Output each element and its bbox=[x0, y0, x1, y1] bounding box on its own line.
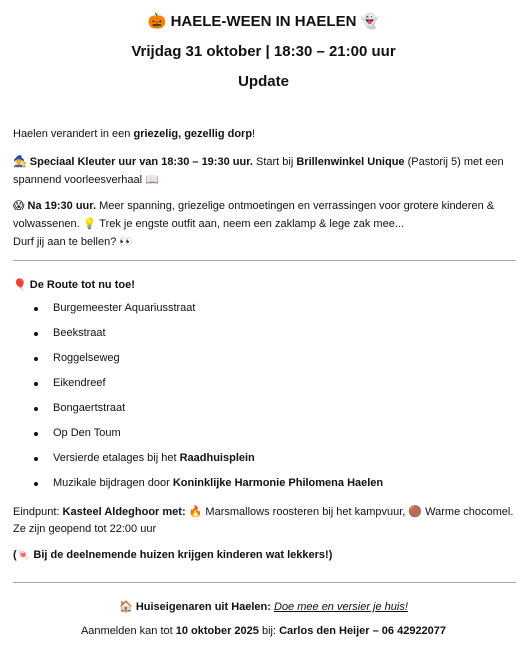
registration-deadline: 10 oktober 2025 bbox=[175, 625, 259, 637]
bullet-icon bbox=[34, 482, 38, 486]
registration-contact: Carlos den Heijer – 06 42922077 bbox=[279, 625, 447, 637]
route-item: Roggelseweg bbox=[13, 350, 518, 375]
route-list bbox=[13, 300, 518, 500]
intro-text: Haelen verandert in een bbox=[13, 128, 134, 140]
divider-bottom bbox=[13, 582, 516, 583]
route-item: Burgemeester Aquariusstraat bbox=[13, 300, 518, 325]
intro-end: ! bbox=[252, 128, 256, 140]
treats-open-paren: ( bbox=[13, 549, 17, 561]
intro-bold: griezelig, gezellig dorp bbox=[133, 128, 253, 140]
endpoint-text: Marsmallows roosteren bij het kampvuur, bbox=[202, 506, 409, 518]
route-item: Beekstraat bbox=[13, 325, 518, 350]
intro-paragraph bbox=[13, 126, 518, 143]
title-text: HAELE-WEEN IN HAELEN bbox=[170, 13, 357, 30]
divider-top bbox=[13, 260, 516, 261]
bullet-icon bbox=[34, 432, 38, 436]
evening-text: Meer spanning, griezelige ontmoetingen en verrassingen voor grotere kinderen & volwassenen. bbox=[13, 200, 495, 230]
registration-line bbox=[0, 623, 527, 640]
page-title bbox=[0, 12, 527, 30]
kleuter-text: Start bij bbox=[252, 156, 297, 168]
route-title: De Route tot nu toe! bbox=[29, 279, 135, 291]
house-icon: 🏠 bbox=[119, 600, 133, 613]
endpoint-label: Eindpunt: bbox=[13, 506, 63, 518]
ghost-icon: 👻 bbox=[360, 12, 380, 30]
treats-paragraph bbox=[13, 546, 518, 564]
evening-time: Na 19:30 uur. bbox=[27, 200, 97, 212]
bullet-icon bbox=[34, 357, 38, 361]
route-item: Muzikale bijdragen door Koninklijke Harmonie Philomena Haelen bbox=[13, 475, 518, 500]
bullet-icon bbox=[34, 457, 38, 461]
endpoint-text-2: Warme chocomel. Ze zijn geopend tot 22:00 uur bbox=[13, 506, 514, 535]
bullet-icon bbox=[34, 382, 38, 386]
lightbulb-icon: 💡 bbox=[82, 217, 97, 230]
evening-paragraph bbox=[13, 197, 518, 251]
update-heading: Update bbox=[238, 73, 289, 90]
endpoint-paragraph bbox=[13, 503, 518, 538]
registration-text-2: bij: bbox=[258, 625, 280, 637]
homeowners-label: Huiseigenaren uit Haelen: bbox=[132, 601, 271, 613]
fire-icon: 🔥 bbox=[188, 505, 203, 518]
endpoint-location: Kasteel Aldeghoor met: bbox=[62, 506, 186, 518]
candy-icon: 🍬 bbox=[16, 548, 31, 561]
route-item: Eikendreef bbox=[13, 375, 518, 400]
homeowners-call-to-action: Doe mee en versier je huis! bbox=[274, 601, 408, 613]
scream-icon: 😱 bbox=[13, 199, 25, 212]
evening-text-2: Trek je engste outfit aan, neem een zaklamp & lege zak mee... bbox=[96, 218, 404, 230]
route-item: Bongaertstraat bbox=[13, 400, 518, 425]
route-item: Op Den Toum bbox=[13, 425, 518, 450]
event-date: Vrijdag 31 oktober | 18:30 – 21:00 uur bbox=[131, 43, 396, 60]
kleuter-start-location: Brillenwinkel Unique bbox=[296, 156, 405, 168]
kleuter-text-2: (Pastorij 5) met een spannend voorleesverhaal bbox=[13, 156, 504, 186]
eyes-icon: 👀 bbox=[119, 235, 134, 248]
wizard-icon: 🧙 bbox=[13, 155, 27, 168]
balloon-icon: 🎈 bbox=[13, 278, 27, 291]
kleuter-paragraph bbox=[13, 153, 518, 189]
bullet-icon bbox=[34, 307, 38, 311]
bullet-icon bbox=[34, 407, 38, 411]
registration-text: Aanmelden kan tot bbox=[80, 625, 176, 637]
evening-question: Durf jij aan te bellen? bbox=[13, 236, 120, 248]
kleuter-hour: Speciaal Kleuter uur van 18:30 – 19:30 uur. bbox=[29, 156, 253, 168]
homeowners-line bbox=[0, 598, 527, 616]
bullet-icon bbox=[34, 332, 38, 336]
pumpkin-icon: 🎃 bbox=[147, 12, 167, 30]
treats-text: Bij de deelnemende huizen krijgen kinderen wat lekkers!) bbox=[30, 549, 333, 561]
cocoa-icon: 🟤 bbox=[408, 505, 423, 518]
route-item: Versierde etalages bij het Raadhuisplein bbox=[13, 450, 518, 475]
route-heading bbox=[13, 276, 518, 294]
book-icon: 📖 bbox=[145, 173, 159, 186]
